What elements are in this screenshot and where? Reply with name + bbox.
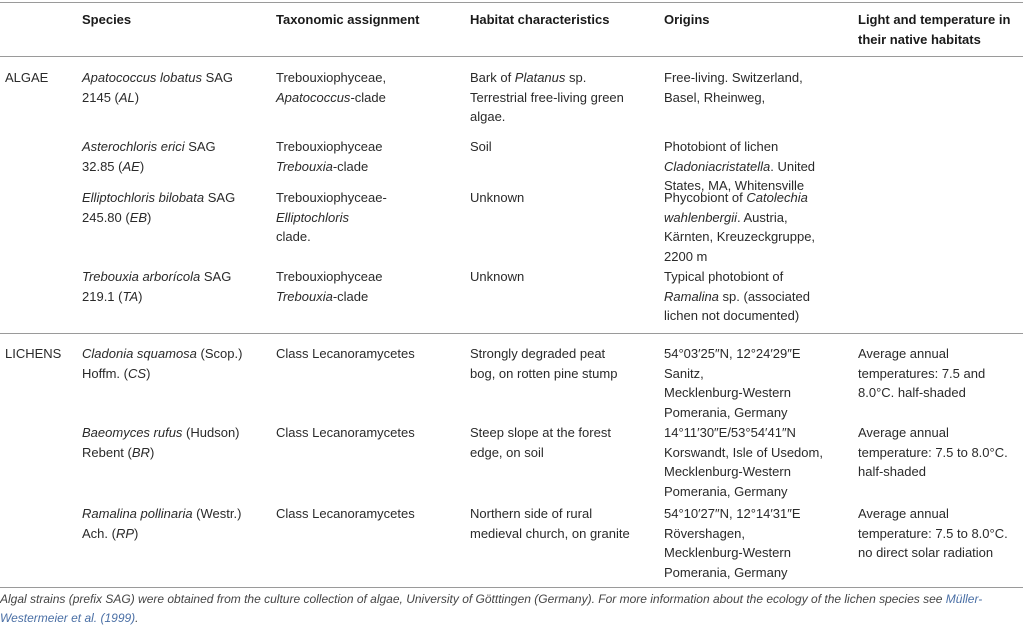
origin-text: Sanitz, bbox=[664, 365, 704, 381]
header-light-line1: Light and temperature in bbox=[858, 12, 1011, 27]
light-text: temperature: 7.5 to 8.0°C. bbox=[858, 525, 1008, 541]
table-row bbox=[0, 267, 1023, 327]
cell-origins bbox=[664, 267, 854, 326]
group-separator-rule bbox=[0, 333, 1023, 334]
taxon-clade: Trebouxia bbox=[276, 158, 333, 174]
origin-lichen: Ramalina bbox=[664, 288, 719, 304]
authority: Rebent ( bbox=[82, 444, 132, 460]
cell-taxonomic bbox=[276, 188, 466, 247]
taxon-suffix: -clade bbox=[332, 158, 369, 174]
group-label-lichens: LICHENS bbox=[5, 346, 62, 361]
taxon-clade: Trebouxia bbox=[276, 288, 333, 304]
paren-close: ) bbox=[147, 209, 152, 225]
cell-origins bbox=[664, 504, 854, 582]
origin-text: Photobiont of lichen bbox=[664, 139, 779, 154]
taxon-class: Class Lecanoramycetes bbox=[276, 506, 415, 521]
light-text: temperatures: 7.5 and bbox=[858, 365, 986, 381]
light-text: no direct solar radiation bbox=[858, 545, 994, 560]
origin-text: . United bbox=[770, 158, 816, 174]
header-light-line2: their native habitats bbox=[858, 31, 981, 47]
cell-habitat bbox=[470, 188, 660, 208]
strain-prefix: SAG bbox=[204, 190, 236, 205]
taxon-suffix: clade. bbox=[276, 229, 311, 244]
footnote-text: Algal strains (prefix SAG) were obtained from the culture collection of algae, University of Götttingen (Germany). For more information about the ecology of the lichen species see bbox=[0, 592, 946, 606]
light-text: Average annual bbox=[858, 425, 949, 440]
species-abbrev: EB bbox=[129, 209, 148, 225]
habitat-genus: Platanus bbox=[514, 70, 566, 85]
table-row bbox=[0, 68, 1023, 128]
cell-species bbox=[82, 504, 272, 543]
light-text: Average annual bbox=[858, 346, 949, 361]
origin-text: Mecklenburg-Western bbox=[664, 464, 791, 479]
origin-text: States, MA, Whitensville bbox=[664, 178, 805, 193]
species-abbrev: TA bbox=[122, 288, 139, 304]
origin-text: Korswandt, Isle of Usedom, bbox=[664, 444, 823, 460]
habitat-text: Strongly degraded peat bbox=[470, 346, 606, 361]
habitat-text: Northern side of rural bbox=[470, 506, 593, 521]
header-species: Species bbox=[82, 12, 132, 27]
origin-coordinates: 14°11′30″E/53°54′41″N bbox=[664, 425, 796, 440]
origin-text: Rövershagen, bbox=[664, 525, 745, 541]
origin-text: lichen not documented) bbox=[664, 308, 800, 323]
paren-close: ) bbox=[134, 525, 139, 541]
header-taxonomic-assignment: Taxonomic assignment bbox=[276, 12, 420, 27]
cell-light-temperature bbox=[858, 344, 1023, 403]
strain-prefix: SAG bbox=[200, 269, 232, 284]
authority: Hoffm. ( bbox=[82, 365, 128, 381]
cell-taxonomic bbox=[276, 137, 466, 176]
cell-species bbox=[82, 267, 272, 306]
species-name: Baeomyces rufus bbox=[82, 425, 183, 440]
taxon-clade: Elliptochloris bbox=[276, 209, 349, 225]
cell-origins bbox=[664, 137, 854, 196]
cell-species bbox=[82, 188, 272, 227]
strain-number: 219.1 ( bbox=[82, 288, 123, 304]
cell-species bbox=[82, 68, 272, 107]
footnote-reference-link[interactable]: Müller-Westermeier et al. (1999) bbox=[0, 592, 983, 625]
paren-close: ) bbox=[138, 288, 143, 304]
taxon-class: Trebouxiophyceae, bbox=[276, 70, 387, 85]
habitat-text: Bark of bbox=[470, 70, 515, 85]
taxon-class: Trebouxiophyceae- bbox=[276, 190, 387, 205]
origin-text: Phycobiont of bbox=[664, 190, 747, 205]
cell-taxonomic bbox=[276, 267, 466, 306]
cell-origins bbox=[664, 188, 854, 266]
header-habitat-characteristics: Habitat characteristics bbox=[470, 12, 610, 27]
authority: Ach. ( bbox=[82, 525, 116, 541]
paren-close: ) bbox=[134, 89, 140, 105]
strain-prefix: SAG bbox=[201, 70, 234, 85]
habitat-text: Soil bbox=[470, 139, 492, 154]
footnote-tail: . bbox=[135, 611, 139, 625]
cell-species bbox=[82, 344, 272, 383]
origin-text: . Austria, bbox=[737, 209, 788, 225]
table-row bbox=[0, 188, 1023, 268]
origin-text: Free-living. Switzerland, bbox=[664, 70, 803, 85]
origin-text: Pomerania, Germany bbox=[664, 564, 788, 580]
origin-lichen: wahlenbergii bbox=[664, 209, 737, 225]
light-text: Average annual bbox=[858, 506, 949, 521]
species-name: Asterochloris erici bbox=[82, 139, 185, 154]
paren-close: ) bbox=[146, 365, 151, 381]
origin-text: Mecklenburg-Western bbox=[664, 385, 791, 400]
habitat-text: Terrestrial free-living green bbox=[470, 89, 624, 105]
strain-prefix: SAG bbox=[184, 139, 216, 154]
species-abbrev: AL bbox=[118, 89, 135, 105]
taxon-class: Class Lecanoramycetes bbox=[276, 425, 415, 440]
cell-habitat bbox=[470, 344, 660, 383]
species-abbrev: RP bbox=[115, 525, 135, 541]
origin-text: Pomerania, Germany bbox=[664, 404, 788, 420]
taxon-suffix: -clade bbox=[332, 288, 369, 304]
light-text: half-shaded bbox=[858, 464, 926, 479]
header-light-temperature bbox=[858, 10, 1023, 49]
habitat-text: Unknown bbox=[470, 269, 525, 284]
cell-habitat bbox=[470, 504, 660, 543]
header-rule bbox=[0, 56, 1023, 57]
table-row bbox=[0, 344, 1023, 424]
taxon-class: Class Lecanoramycetes bbox=[276, 346, 415, 361]
authority: (Westr.) bbox=[192, 506, 242, 521]
origin-text: sp. (associated bbox=[718, 288, 810, 304]
cell-taxonomic bbox=[276, 344, 466, 364]
habitat-text: Steep slope at the forest bbox=[470, 425, 611, 440]
cell-species bbox=[82, 423, 272, 462]
cell-habitat bbox=[470, 68, 660, 127]
origin-text: Pomerania, Germany bbox=[664, 483, 788, 499]
strain-number: 245.80 ( bbox=[82, 209, 130, 225]
origin-text: Kärnten, Kreuzeckgruppe, bbox=[664, 229, 816, 244]
habitat-text: medieval church, on granite bbox=[470, 525, 630, 541]
authority: (Hudson) bbox=[182, 425, 240, 440]
paren-close: ) bbox=[149, 444, 155, 460]
species-name: Elliptochloris bilobata bbox=[82, 190, 205, 205]
cell-origins bbox=[664, 344, 854, 422]
bottom-rule bbox=[0, 587, 1023, 588]
species-abbrev: AE bbox=[122, 158, 140, 174]
strain-number: 32.85 ( bbox=[82, 158, 123, 174]
authority: (Scop.) bbox=[196, 346, 243, 361]
table-row bbox=[0, 504, 1023, 584]
cell-origins bbox=[664, 68, 854, 107]
species-name: Ramalina pollinaria bbox=[82, 506, 193, 521]
cell-taxonomic bbox=[276, 68, 466, 107]
taxon-suffix: -clade bbox=[350, 89, 386, 105]
cell-taxonomic bbox=[276, 423, 466, 443]
habitat-text: Unknown bbox=[470, 190, 525, 205]
table-row bbox=[0, 423, 1023, 503]
group-label-algae: ALGAE bbox=[5, 70, 49, 85]
habitat-text: edge, on soil bbox=[470, 444, 544, 460]
habitat-text: sp. bbox=[565, 70, 587, 85]
origin-lichen: Catolechia bbox=[746, 190, 808, 205]
strain-number: 2145 ( bbox=[82, 89, 119, 105]
origin-text: Typical photobiont of bbox=[664, 269, 784, 284]
origin-text: Basel, Rheinweg, bbox=[664, 89, 766, 105]
cell-habitat bbox=[470, 137, 660, 157]
light-text: 8.0°C. half-shaded bbox=[858, 385, 966, 400]
header-origins: Origins bbox=[664, 12, 710, 27]
origin-text: Mecklenburg-Western bbox=[664, 545, 791, 560]
light-text: temperature: 7.5 to 8.0°C. bbox=[858, 444, 1008, 460]
top-rule bbox=[0, 2, 1023, 3]
cell-species bbox=[82, 137, 272, 176]
taxon-clade: Apatococcus bbox=[276, 89, 351, 105]
habitat-text: algae. bbox=[470, 109, 506, 124]
species-abbrev: BR bbox=[131, 444, 150, 460]
cell-origins bbox=[664, 423, 854, 501]
taxon-class: Trebouxiophyceae bbox=[276, 139, 383, 154]
cell-light-temperature bbox=[858, 423, 1023, 482]
table-footnote bbox=[0, 590, 1018, 628]
cell-habitat bbox=[470, 423, 660, 462]
habitat-text: bog, on rotten pine stump bbox=[470, 365, 618, 381]
taxon-class: Trebouxiophyceae bbox=[276, 269, 383, 284]
species-name: Apatococcus lobatus bbox=[82, 70, 202, 85]
origin-coordinates: 54°10′27″N, 12°14′31″E bbox=[664, 506, 801, 521]
cell-light-temperature bbox=[858, 504, 1023, 563]
species-abbrev: CS bbox=[128, 365, 147, 381]
species-name: Trebouxia arborícola bbox=[82, 269, 201, 284]
cell-habitat bbox=[470, 267, 660, 287]
paren-close: ) bbox=[139, 158, 145, 174]
origin-coordinates: 54°03′25″N, 12°24′29″E bbox=[664, 346, 801, 361]
origin-text: 2200 m bbox=[664, 248, 708, 264]
origin-lichen: Cladoniacristatella bbox=[664, 158, 771, 174]
species-name: Cladonia squamosa bbox=[82, 346, 197, 361]
cell-taxonomic bbox=[276, 504, 466, 524]
